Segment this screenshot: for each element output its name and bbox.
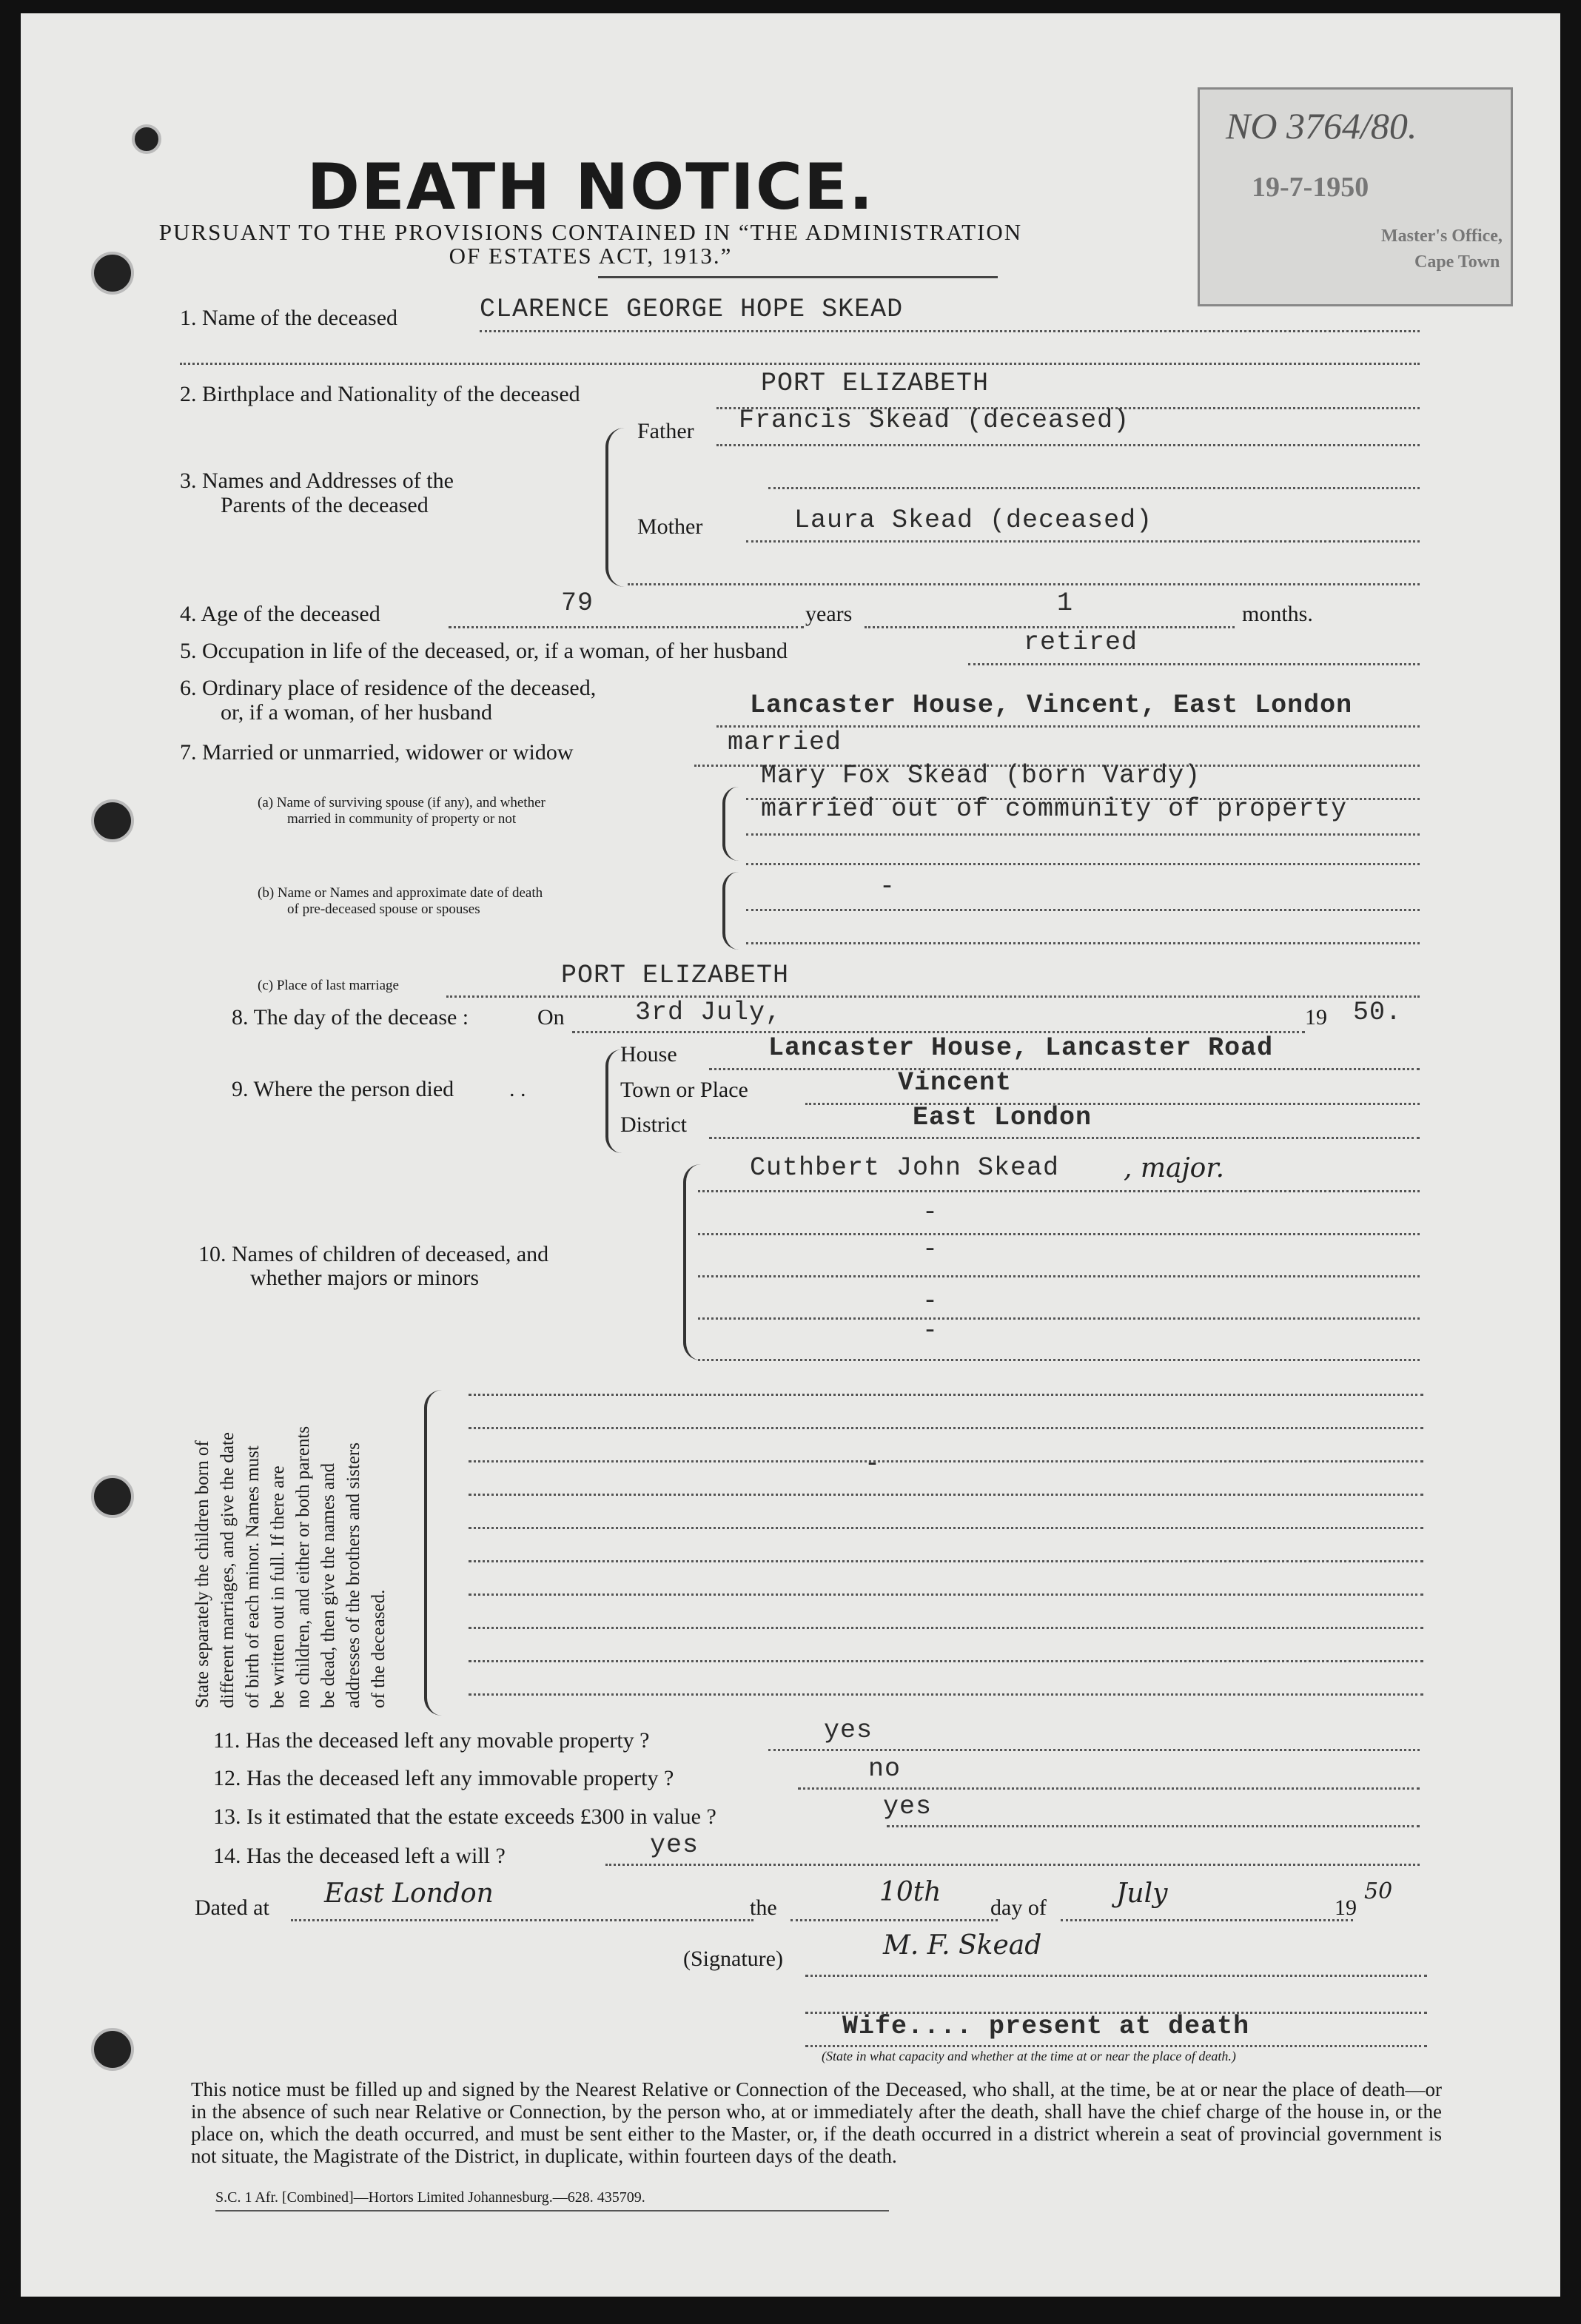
- dated-day: 10th: [879, 1877, 941, 1907]
- dated-year-prefix: 19: [1335, 1895, 1357, 1920]
- field-8-label: 8. The day of the decease :: [232, 1005, 469, 1030]
- side-note-line-3: of birth of each minor. Names must: [243, 1445, 263, 1708]
- punch-hole-4: [91, 2028, 134, 2071]
- the-label: the: [750, 1895, 777, 1920]
- side-note-line-8: of the deceased.: [369, 1589, 389, 1708]
- left-a-will: yes: [650, 1830, 699, 1860]
- side-note-line-1: State separately the children born of: [192, 1440, 212, 1708]
- field-7-label: 7. Married or unmarried, widower or widow: [180, 740, 574, 765]
- predeceased-spouse: -: [879, 872, 896, 901]
- form-subtitle-act: OF ESTATES ACT, 1913.”: [449, 243, 733, 269]
- signature-label: (Signature): [683, 1947, 783, 1971]
- field-3-label-cont: Parents of the deceased: [221, 493, 429, 517]
- death-notice-form: [21, 13, 1560, 2297]
- place-of-marriage: PORT ELIZABETH: [561, 961, 790, 990]
- day-of-label: day of: [990, 1895, 1047, 1920]
- side-note-line-5: no children, and either or both parents: [293, 1425, 313, 1708]
- age-years: 79: [561, 588, 594, 618]
- field-6-label: 6. Ordinary place of residence of the deceased,: [180, 676, 597, 700]
- child-1-status: , major.: [1124, 1153, 1225, 1183]
- age-months: 1: [1057, 588, 1074, 618]
- field-2-label: 2. Birthplace and Nationality of the deceased: [180, 382, 580, 406]
- house-label: House: [620, 1042, 677, 1067]
- stamp-city: Cape Town: [1414, 252, 1500, 272]
- form-title: DEATH NOTICE.: [306, 150, 875, 224]
- marriage-property-regime: married out of community of property: [761, 794, 1348, 824]
- house-value: Lancaster House, Lancaster Road: [768, 1033, 1274, 1063]
- town-value: Vincent: [898, 1068, 1013, 1098]
- field-10-label: 10. Names of children of deceased, and: [198, 1242, 549, 1266]
- stamp-office: Master's Office,: [1381, 226, 1503, 246]
- field-11-label: 11. Has the deceased left any movable property ?: [213, 1728, 650, 1753]
- mother-label: Mother: [637, 514, 703, 539]
- dated-place: East London: [324, 1878, 494, 1909]
- field-8-on: On: [537, 1005, 565, 1030]
- field-12-label: 12. Has the deceased left any immovable property ?: [213, 1766, 674, 1790]
- field-6-label-cont: or, if a woman, of her husband: [221, 700, 493, 725]
- marital-status: married: [728, 728, 842, 757]
- date-of-death: 3rd July,: [635, 998, 782, 1027]
- child-dash-4: -: [922, 1316, 939, 1346]
- residence: Lancaster House, Vincent, East London: [750, 691, 1353, 720]
- father-label: Father: [637, 419, 694, 443]
- field-9-dots: . .: [509, 1077, 526, 1101]
- side-note-line-6: be dead, then give the names and: [318, 1462, 338, 1708]
- signature: M. F. Skead: [883, 1930, 1042, 1961]
- dated-year: 50: [1364, 1878, 1393, 1904]
- field-13-label: 13. Is it estimated that the estate exceeds £300 in value ?: [213, 1804, 716, 1829]
- child-dash-2: -: [922, 1235, 939, 1264]
- field-14-label: 14. Has the deceased left a will ?: [213, 1844, 506, 1868]
- side-note-line-4: be written out in full. If there are: [268, 1465, 288, 1708]
- punch-hole-3: [91, 1475, 134, 1518]
- stamp-date: 19-7-1950: [1252, 172, 1369, 203]
- field-7a-label: (a) Name of surviving spouse (if any), and whether: [258, 795, 546, 810]
- field-5-label: 5. Occupation in life of the deceased, or, if a woman, of her husband: [180, 639, 788, 663]
- year-prefix: 19: [1305, 1005, 1327, 1030]
- field-9-label: 9. Where the person died: [232, 1077, 454, 1101]
- field-7b-label-cont: of pre-deceased spouse or spouses: [287, 901, 480, 917]
- printer-imprint: S.C. 1 Afr. [Combined]—Hortors Limited Johannesburg.—628. 435709.: [215, 2189, 645, 2206]
- child-dash-3: -: [922, 1286, 939, 1316]
- district-label: District: [620, 1112, 687, 1137]
- town-label: Town or Place: [620, 1078, 748, 1102]
- instructions-paragraph: This notice must be filled up and signed by the Nearest Relative or Connection of the Deceased, who shall, at the time, be at or near the place of death—or in the absence of such near Relative or Connection, by the person who, at or immediately after the death, shall have the chief charge of the house in, or the place on, which the death occurred, and must be sent either to the Master, or, if the death occurred in a district wherein a seat of provincial government is not situate, the Magistrate of the District, in duplicate, within fourteen days of the death.: [191, 2078, 1442, 2167]
- field-3-label: 3. Names and Addresses of the: [180, 469, 454, 493]
- side-note-line-2: different marriages, and give the date: [218, 1432, 238, 1708]
- spouse-name: Mary Fox Skead (born Vardy): [761, 761, 1201, 790]
- field-10-label-cont: whether majors or minors: [250, 1266, 480, 1290]
- punch-hole-2: [91, 799, 134, 842]
- punch-hole-top: [132, 124, 161, 154]
- estate-exceeds-300: yes: [883, 1792, 933, 1821]
- child-1-name: Cuthbert John Skead: [750, 1153, 1060, 1183]
- dated-at-label: Dated at: [195, 1895, 269, 1920]
- side-note-line-7: addresses of the brothers and sisters: [343, 1443, 363, 1708]
- occupation: retired: [1024, 628, 1138, 657]
- field-7a-label-cont: married in community of property or not: [287, 811, 517, 827]
- years-label: years: [805, 602, 853, 626]
- field-4-label: 4. Age of the deceased: [180, 602, 380, 626]
- stamp-number: NO 3764/80.: [1226, 105, 1417, 147]
- father-name: Francis Skead (deceased): [739, 406, 1130, 435]
- movable-property: yes: [824, 1716, 873, 1745]
- side-note: [192, 1383, 437, 1716]
- child-dash-1: -: [922, 1198, 939, 1227]
- year-of-death: 50.: [1353, 998, 1403, 1027]
- field-1-label: 1. Name of the deceased: [180, 306, 398, 330]
- district-value: East London: [913, 1103, 1092, 1132]
- field-7b-label: (b) Name or Names and approximate date of death: [258, 885, 543, 901]
- field-7c-label: (c) Place of last marriage: [258, 978, 399, 993]
- signatory-capacity: Wife.... present at death: [842, 2012, 1250, 2041]
- form-subtitle: PURSUANT TO THE PROVISIONS CONTAINED IN “THE ADMINISTRATION: [158, 219, 1023, 245]
- deceased-name: CLARENCE GEORGE HOPE SKEAD: [480, 295, 904, 324]
- birthplace: PORT ELIZABETH: [761, 369, 990, 398]
- dated-month: July: [1116, 1878, 1168, 1909]
- capacity-note: (State in what capacity and whether at the time at or near the place of death.): [822, 2049, 1236, 2063]
- mother-name: Laura Skead (deceased): [794, 506, 1153, 535]
- immovable-property: no: [868, 1754, 902, 1784]
- masters-office-stamp: [1198, 87, 1513, 306]
- other-relatives-dash: -: [865, 1449, 882, 1479]
- months-label: months.: [1242, 602, 1313, 626]
